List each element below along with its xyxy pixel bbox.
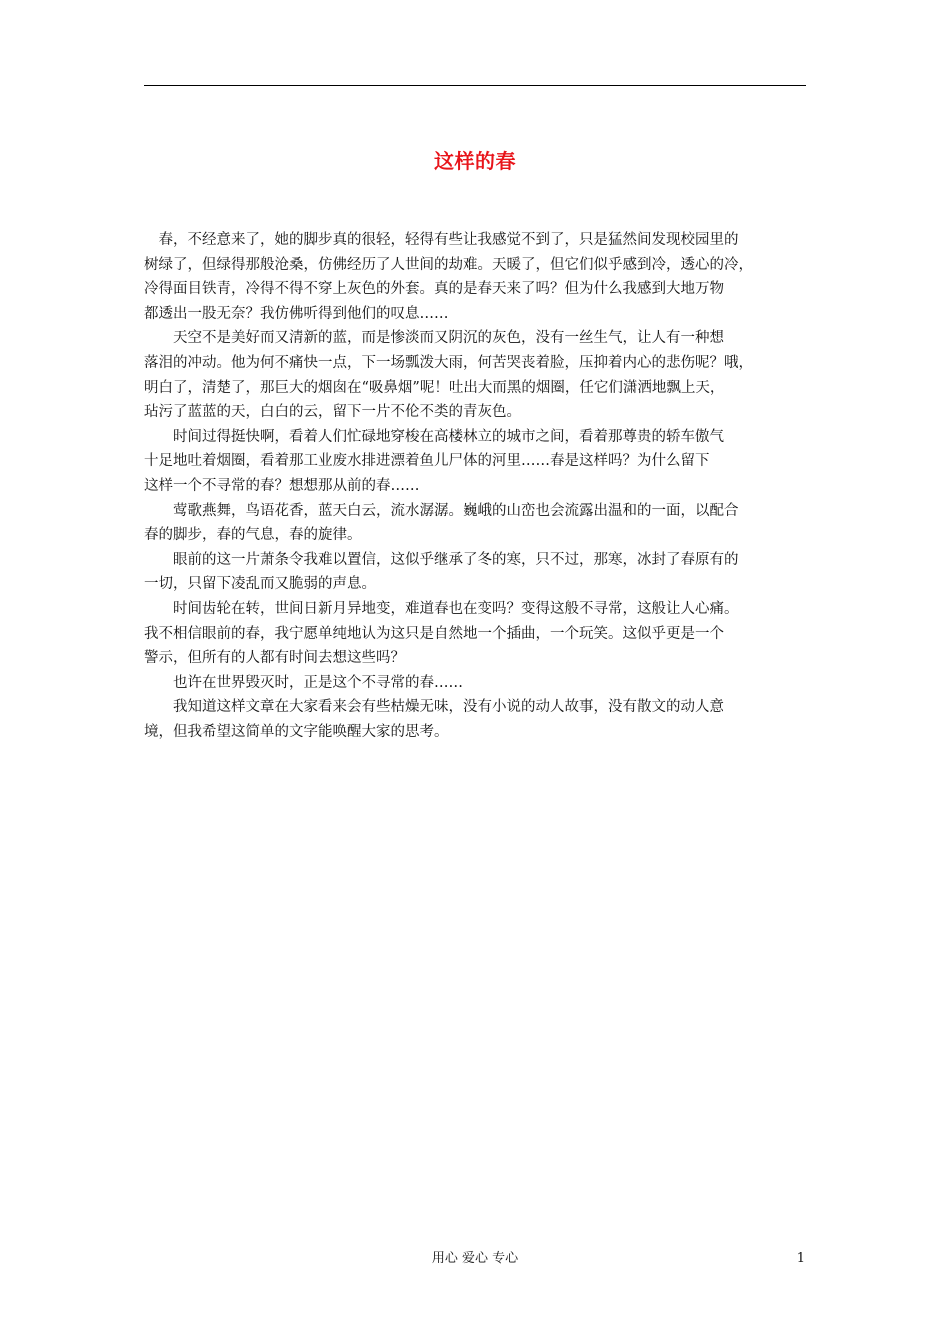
text-line: 我知道这样文章在大家看来会有些枯燥无味，没有小说的动人故事，没有散文的动人意 xyxy=(144,699,724,716)
text-line: 眼前的这一片萧条令我难以置信，这似乎继承了冬的寒，只不过，那寒，冰封了春原有的 xyxy=(144,551,739,568)
text-line: 明白了，清楚了，那巨大的烟囱在“吸鼻烟”呢！吐出大而黑的烟圈，任它们潇洒地飘上天， xyxy=(144,379,725,396)
text-line: 这样一个不寻常的春？想想那从前的春…… xyxy=(144,477,420,494)
page-number: 1 xyxy=(796,1251,805,1266)
text-line: 莺歌燕舞，鸟语花香，蓝天白云，流水潺潺。巍峨的山峦也会流露出温和的一面，以配合 xyxy=(144,502,739,519)
text-line: 境，但我希望这简单的文字能唤醒大家的思考。 xyxy=(144,723,449,740)
footer-motto: 用心 爱心 专心 xyxy=(431,1251,519,1266)
text-line: 春的脚步，春的气息，春的旋律。 xyxy=(144,527,362,544)
header-rule xyxy=(144,85,806,86)
text-line: 落泪的冲动。他为何不痛快一点，下一场瓢泼大雨，何苦哭丧着脸，压抑着内心的悲伤呢？哦， xyxy=(144,354,753,371)
text-line: 警示，但所有的人都有时间去想这些吗？ xyxy=(144,650,405,667)
text-line: 都透出一股无奈？我仿佛听得到他们的叹息…… xyxy=(144,305,449,322)
text-line: 一切，只留下凌乱而又脆弱的声息。 xyxy=(144,576,376,593)
text-line: 时间齿轮在转，世间日新月异地变，难道春也在变吗？变得这般不寻常，这般让人心痛。 xyxy=(144,600,739,617)
text-line: 春，不经意来了，她的脚步真的很轻，轻得有些让我感觉不到了，只是猛然间发现校园里的 xyxy=(144,232,739,248)
text-line: 冷得面目铁青，冷得不得不穿上灰色的外套。真的是春天来了吗？但为什么我感到大地万物 xyxy=(144,281,724,298)
text-line: 树绿了，但绿得那般沧桑，仿佛经历了人世间的劫难。天暖了，但它们似乎感到冷，透心的冷， xyxy=(144,256,753,273)
page-title: 这样的春 xyxy=(434,149,516,173)
text-line: 天空不是美好而又清新的蓝，而是惨淡而又阴沉的灰色，没有一丝生气，让人有一种想 xyxy=(144,330,724,347)
text-line: 玷污了蓝蓝的天，白白的云，留下一片不伦不类的青灰色。 xyxy=(144,404,521,421)
text-line: 也许在世界毁灭时，正是这个不寻常的春…… xyxy=(144,674,463,691)
text-line: 十足地吐着烟圈，看着那工业废水排进漂着鱼儿尸体的河里……春是这样吗？为什么留下 xyxy=(144,453,710,470)
text-line: 时间过得挺快啊，看着人们忙碌地穿梭在高楼林立的城市之间，看着那尊贵的轿车傲气 xyxy=(144,428,724,445)
article-body xyxy=(144,228,809,744)
text-line: 我不相信眼前的春，我宁愿单纯地认为这只是自然地一个插曲，一个玩笑。这似乎更是一个 xyxy=(144,625,724,642)
